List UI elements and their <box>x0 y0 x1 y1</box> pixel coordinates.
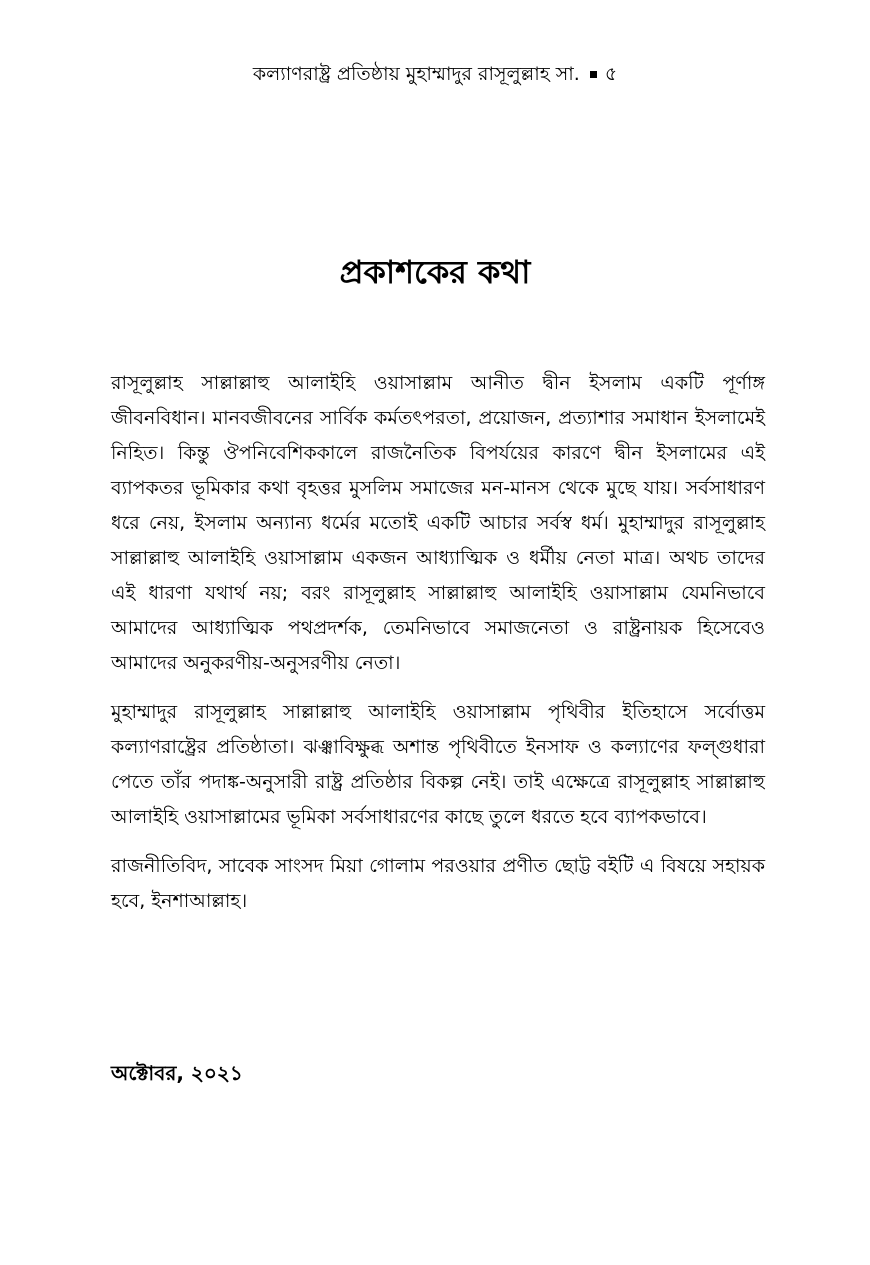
paragraph-1: রাসূলুল্লাহ সাল্লাল্লাহু আলাইহি ওয়াসাল্লাম আনীত দ্বীন ইসলাম একটি পূর্ণাঙ্গ জীবনবিধান। মানবজীবনের সার্বিক কর্মতৎপরতা, প্রয়োজন, প্রত্যাশার সমাধান ইসলামেই নিহিত। কিন্তু ঔপনিবেশিককালে রাজনৈতিক বিপর্যয়ের কারণে দ্বীন ইসলামের এই ব্যাপকতর ভূমিকার কথা বৃহত্তর মুসলিম সমাজের মন-মানস থেকে মুছে যায়। সর্বসাধারণ ধরে নেয়, ইসলাম অন্যান্য ধর্মের মতোই একটি আচার সর্বস্ব ধর্ম। মুহাম্মাদুর রাসূলুল্লাহ সাল্লাল্লাহু আলাইহি ওয়াসাল্লাম একজন আধ্যাত্মিক ও ধর্মীয় নেতা মাত্র। অথচ তাদের এই ধারণা যথার্থ নয়; বরং রাসূলুল্লাহ সাল্লাল্লাহু আলাইহি ওয়াসাল্লাম যেমনিভাবে আমাদের আধ্যাত্মিক পথপ্রদর্শক, তেমনিভাবে সমাজনেতা ও রাষ্ট্রনায়ক হিসেবেও আমাদের অনুকরণীয়-অনুসরণীয় নেতা। <box>111 372 765 674</box>
separator-square-icon <box>590 71 597 78</box>
running-header <box>0 60 870 88</box>
paragraph-3: রাজনীতিবিদ, সাবেক সাংসদ মিয়া গোলাম পরওয়ার প্রণীত ছোট্ট বইটি এ বিষয়ে সহায়ক হবে, ইনশাআল্লাহ। <box>111 855 765 912</box>
paragraph-2: মুহাম্মাদুর রাসূলুল্লাহ সাল্লাল্লাহু আলাইহি ওয়াসাল্লাম পৃথিবীর ইতিহাসে সর্বোত্তম কল্যাণরাষ্ট্রের প্রতিষ্ঠাতা। ঝঞ্ঝাবিক্ষুব্ধ অশান্ত পৃথিবীতে ইনসাফ ও কল্যাণের ফল্গুধারা পেতে তাঁর পদাঙ্ক-অনুসারী রাষ্ট্র প্রতিষ্ঠার বিকল্প নেই। তাই এক্ষেত্রে রাসূলুল্লাহ সাল্লাল্লাহু আলাইহি ওয়াসাল্লামের ভূমিকা সর্বসাধারণের কাছে তুলে ধরতে হবে ব্যাপকভাবে। <box>111 701 765 828</box>
body-text <box>111 366 765 933</box>
page-number: ৫ <box>604 63 618 85</box>
page-title: প্রকাশকের কথা <box>339 253 531 291</box>
running-title: কল্যাণরাষ্ট্র প্রতিষ্ঠায় মুহাম্মাদুর রাসূলুল্লাহ সা. <box>252 63 580 85</box>
publication-date: অক্টোবর, ২০২১ <box>111 1061 243 1085</box>
